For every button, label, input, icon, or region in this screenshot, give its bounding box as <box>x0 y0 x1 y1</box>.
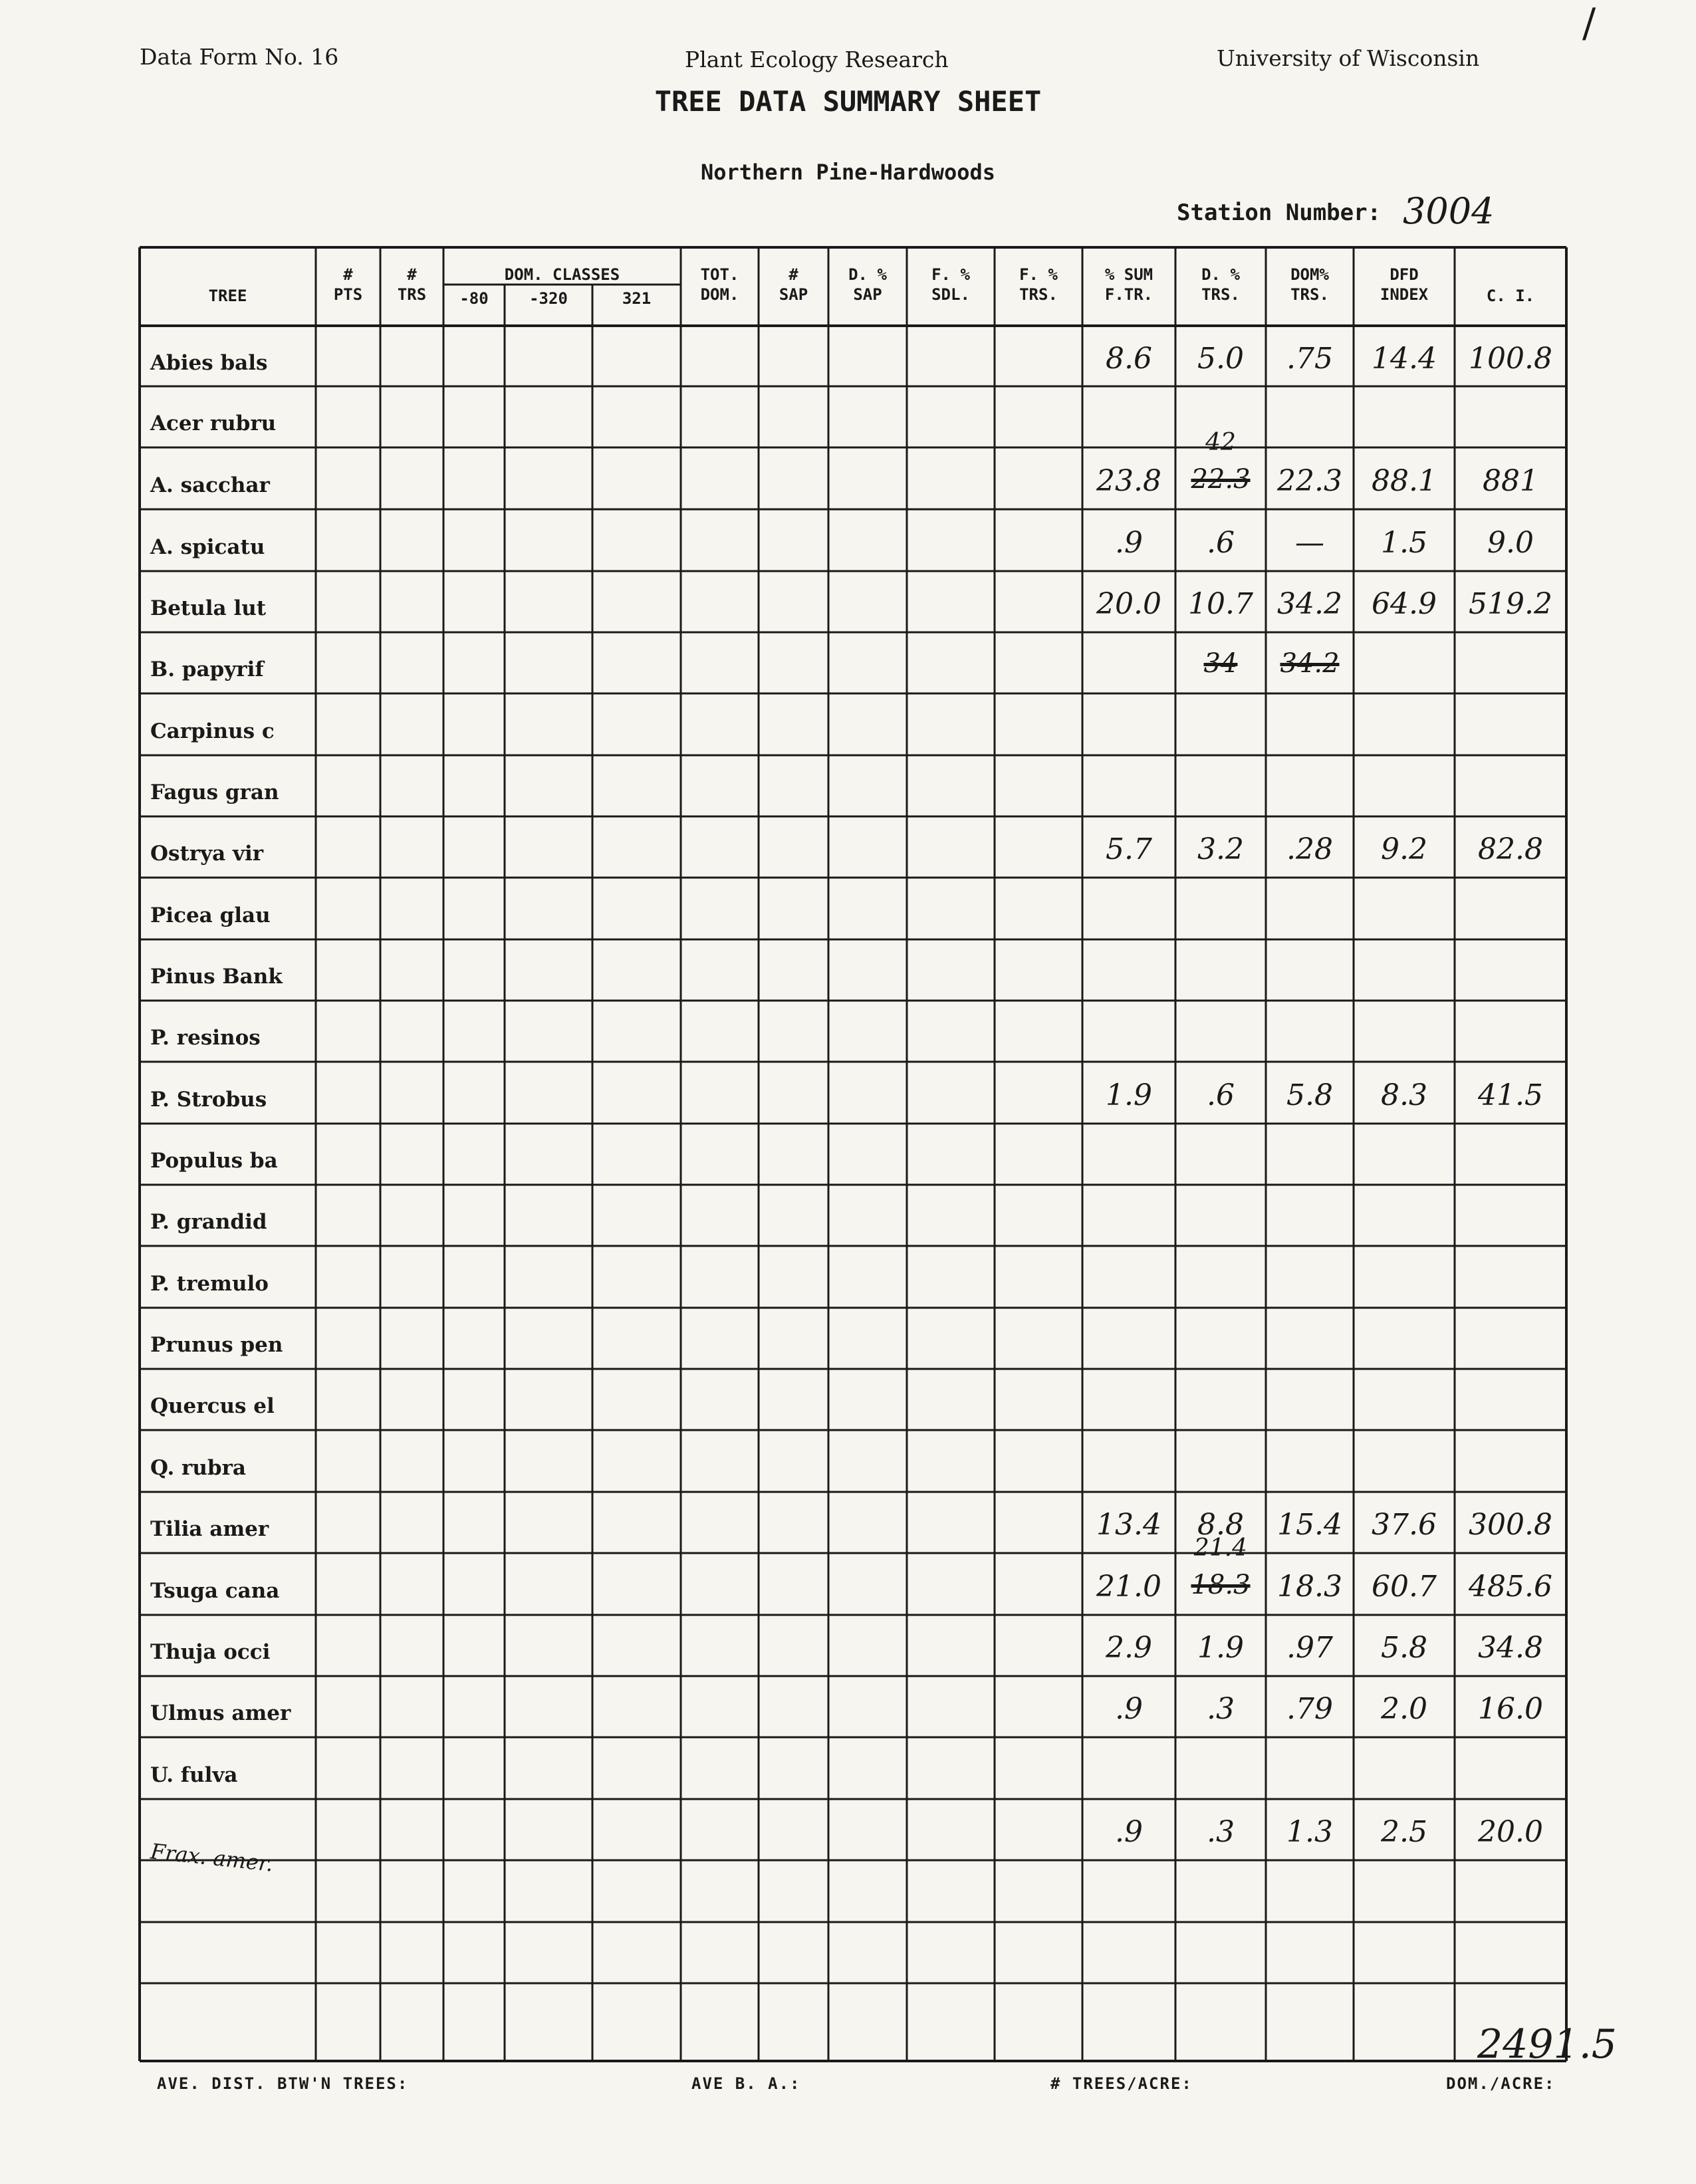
cell-d-correction: 21.4 <box>1193 1534 1248 1562</box>
row-label: Thuja occi <box>150 1640 271 1664</box>
row-label: Betula lut <box>150 596 267 620</box>
cell-dom: — <box>1295 525 1324 560</box>
ci-total: 2491.5 <box>1477 2021 1617 2068</box>
col-d-sap: D. % SAP <box>848 265 887 304</box>
cell-ci: 41.5 <box>1478 1078 1543 1112</box>
cell-ci: 485.6 <box>1469 1569 1552 1604</box>
cell-dfd: 1.5 <box>1381 525 1427 560</box>
cell-d: 1.9 <box>1197 1631 1244 1665</box>
page-subtitle: Northern Pine-Hardwoods <box>700 160 996 185</box>
cell-dfd: 8.3 <box>1381 1078 1427 1112</box>
cell-dom: 5.8 <box>1286 1078 1333 1112</box>
footer-ave-ba: AVE B. A.: <box>691 2074 801 2093</box>
cell-d: .3 <box>1207 1692 1235 1726</box>
footer-dom-acre: DOM./ACRE: <box>1446 2074 1556 2093</box>
col-dom-classes: DOM. CLASSES <box>504 265 620 284</box>
row-label: Q. rubra <box>150 1455 247 1480</box>
footer-ave-dist: AVE. DIST. BTW'N TREES: <box>157 2074 409 2093</box>
cell-sum: .9 <box>1115 1692 1143 1726</box>
cell-d: 18.3 <box>1191 1569 1251 1600</box>
cell-dom: 34.2 <box>1280 648 1340 679</box>
footer-trees-acre: # TREES/ACRE: <box>1050 2074 1193 2093</box>
cell-sum: 23.8 <box>1096 463 1161 498</box>
cell-ci: 82.8 <box>1478 832 1543 866</box>
col-dom-80: -80 <box>459 289 489 308</box>
cell-dfd: 64.9 <box>1372 587 1437 621</box>
row-label: B. papyrif <box>150 658 264 681</box>
extra-cell-sum: .9 <box>1115 1815 1143 1849</box>
col-pts: # PTS <box>333 265 363 304</box>
col-dom-320: -320 <box>529 289 568 308</box>
cell-d: .6 <box>1207 525 1235 560</box>
cell-sum: 8.6 <box>1106 341 1152 376</box>
cell-ci: 34.8 <box>1478 1631 1543 1665</box>
row-label: Quercus el <box>150 1394 275 1418</box>
cell-dom: 15.4 <box>1277 1508 1342 1542</box>
cell-dom: 18.3 <box>1277 1569 1342 1604</box>
row-label: Acer rubru <box>150 412 277 435</box>
col-d-trs: D. % TRS. <box>1201 265 1240 304</box>
cell-d-correction: 42 <box>1205 429 1236 456</box>
row-label: P. Strobus <box>150 1087 267 1112</box>
cell-d: .6 <box>1207 1078 1235 1112</box>
cell-d: 5.0 <box>1197 341 1244 376</box>
organization: Plant Ecology Research <box>685 47 949 72</box>
col-tree: TREE <box>208 287 247 305</box>
row-label: Prunus pen <box>150 1333 283 1357</box>
cell-sum: 2.9 <box>1106 1631 1152 1665</box>
cell-ci: 881 <box>1483 463 1538 498</box>
cell-sum: 21.0 <box>1096 1569 1161 1604</box>
cell-sum: 13.4 <box>1096 1508 1161 1542</box>
cell-ci: 519.2 <box>1469 587 1552 621</box>
col-tot-dom: TOT. DOM. <box>700 265 739 304</box>
cell-dfd: 60.7 <box>1372 1569 1437 1604</box>
cell-dom: .28 <box>1286 832 1333 866</box>
cell-ci: 16.0 <box>1478 1692 1543 1726</box>
row-label: P. resinos <box>150 1026 261 1050</box>
cell-ci: 9.0 <box>1487 525 1534 560</box>
row-label: Ulmus amer <box>150 1701 291 1725</box>
cell-sum: 20.0 <box>1096 587 1161 621</box>
col-trs: # TRS <box>397 265 427 304</box>
row-label: A. sacchar <box>150 473 270 497</box>
cell-dfd: 88.1 <box>1372 463 1437 498</box>
row-label: Carpinus c <box>150 719 275 743</box>
col-f-sdl: F. % SDL. <box>931 265 970 304</box>
row-label: Tilia amer <box>150 1517 269 1541</box>
col-dom-321: 321 <box>622 289 652 308</box>
col-dfd-index: DFD INDEX <box>1380 265 1429 304</box>
row-label: P. tremulo <box>150 1271 269 1296</box>
cell-dfd: 14.4 <box>1372 341 1437 376</box>
cell-d: 34 <box>1203 648 1238 679</box>
cell-sum: 5.7 <box>1106 832 1152 866</box>
cell-d: 10.7 <box>1188 587 1253 621</box>
row-label: P. grandid <box>150 1210 267 1234</box>
row-label: Ostrya vir <box>150 842 264 866</box>
cell-dfd: 2.0 <box>1381 1692 1427 1726</box>
cell-ci: 100.8 <box>1469 341 1552 376</box>
station-label: Station Number: <box>1177 199 1382 226</box>
cell-dfd: 5.8 <box>1381 1631 1427 1665</box>
cell-dom: 34.2 <box>1277 587 1342 621</box>
cell-sum: 1.9 <box>1106 1078 1152 1112</box>
cell-d: 3.2 <box>1197 832 1244 866</box>
col-f-trs: F. % TRS. <box>1019 265 1058 304</box>
row-label: U. fulva <box>150 1762 238 1787</box>
row-label: Tsuga cana <box>150 1578 280 1603</box>
extra-cell-dom: 1.3 <box>1286 1815 1333 1849</box>
cell-d: 22.3 <box>1191 463 1251 495</box>
cell-ci: 300.8 <box>1469 1508 1552 1542</box>
cell-dom: .79 <box>1286 1692 1333 1726</box>
row-label: Populus ba <box>150 1149 278 1173</box>
row-label: Abies bals <box>150 350 268 375</box>
row-label: A. spicatu <box>150 535 265 559</box>
col-sum-ftr: % SUM F.TR. <box>1104 265 1153 304</box>
extra-cell-d: .3 <box>1207 1815 1235 1849</box>
extra-row-label: Frax. amer. <box>149 1838 275 1877</box>
col-ci: C. I. <box>1486 287 1535 305</box>
extra-cell-ci: 20.0 <box>1478 1815 1543 1849</box>
extra-cell-dfd: 2.5 <box>1381 1815 1427 1849</box>
row-label: Picea glau <box>150 903 271 927</box>
col-sap: # SAP <box>779 265 808 304</box>
university: University of Wisconsin <box>1217 45 1480 71</box>
station-value: 3004 <box>1403 190 1495 232</box>
row-label: Pinus Bank <box>150 965 283 989</box>
page-title: TREE DATA SUMMARY SHEET <box>654 85 1042 118</box>
cell-sum: .9 <box>1115 525 1143 560</box>
cell-dom: .75 <box>1286 341 1333 376</box>
form-number: Data Form No. 16 <box>140 44 339 70</box>
row-label: Fagus gran <box>150 781 279 804</box>
cell-dfd: 37.6 <box>1372 1508 1437 1542</box>
cell-dom: 22.3 <box>1277 463 1342 498</box>
cell-d: 8.8 <box>1197 1508 1244 1542</box>
corner-mark: / <box>1582 0 1596 47</box>
col-dom-trs: DOM% TRS. <box>1290 265 1329 304</box>
cell-dfd: 9.2 <box>1381 832 1427 866</box>
cell-dom: .97 <box>1286 1631 1333 1665</box>
